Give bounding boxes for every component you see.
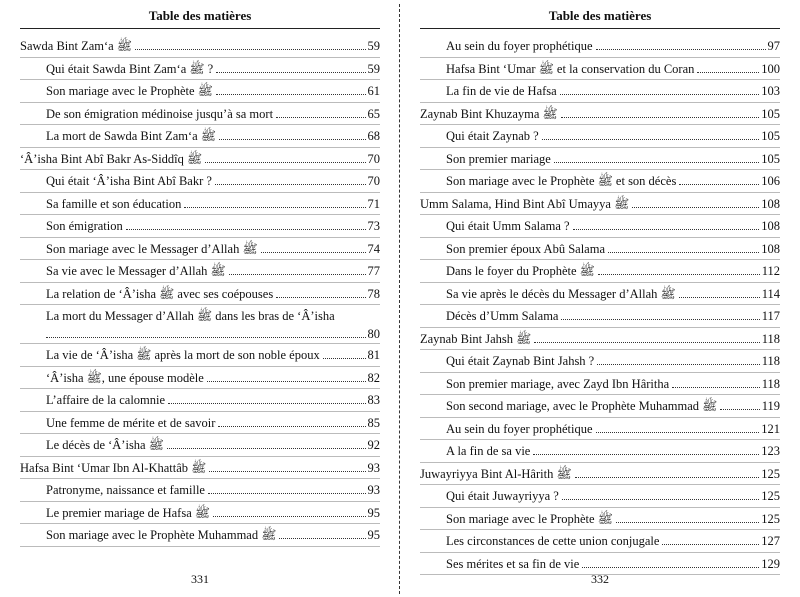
dot-leader <box>135 49 366 50</box>
entry-page-number: 112 <box>761 264 780 278</box>
entry-title: Zaynab Bint Jahsh ﷺ <box>420 331 532 346</box>
entry-title: Décès d’Umm Salama <box>446 309 559 323</box>
entry-title: Une femme de mérite et de savoir <box>46 415 216 430</box>
toc-subsection-entry[interactable] <box>20 344 380 367</box>
toc-section-entry[interactable] <box>420 103 780 126</box>
toc-subsection-entry[interactable] <box>420 148 780 171</box>
entry-page-number: 97 <box>767 39 780 53</box>
toc-subsection-entry[interactable] <box>20 524 380 547</box>
entry-title: Son mariage avec le Prophète ﷺ <box>446 511 613 526</box>
toc-section-entry[interactable] <box>20 457 380 480</box>
toc-subsection-entry[interactable] <box>20 412 380 435</box>
toc-subsection-entry[interactable] <box>420 170 780 193</box>
toc-subsection-entry[interactable] <box>420 238 780 261</box>
entry-title: Son premier époux Abû Salama <box>446 241 605 256</box>
toc-section-entry[interactable] <box>420 328 780 351</box>
dot-leader <box>207 381 366 382</box>
entry-page-number: 127 <box>761 534 780 548</box>
toc-list <box>420 35 780 575</box>
entry-title: Qui était Umm Salama ? <box>446 219 570 233</box>
toc-list <box>20 35 380 547</box>
entry-title: A la fin de sa vie <box>446 444 531 458</box>
toc-subsection-entry[interactable] <box>20 283 380 306</box>
dot-leader <box>582 567 759 568</box>
dot-leader <box>279 538 365 539</box>
entry-page-number: 123 <box>761 444 780 458</box>
entry-page-number: 100 <box>761 61 780 76</box>
dot-leader <box>168 403 365 404</box>
entry-title: Son mariage avec le Prophète ﷺ <box>46 84 213 98</box>
entry-page-number: 125 <box>761 511 780 526</box>
entry-title: Hafsa Bint ‘Umar Ibn Al-Khattâb ﷺ <box>20 460 207 475</box>
entry-page-number: 108 <box>761 196 780 211</box>
entry-page-number: 125 <box>761 466 780 481</box>
entry-page-number: 80 <box>367 327 380 341</box>
toc-subsection-entry[interactable] <box>20 58 380 81</box>
entry-page-number: 108 <box>761 241 780 256</box>
dot-leader <box>218 426 365 427</box>
entry-title: Umm Salama, Hind Bint Abî Umayya ﷺ <box>420 196 630 211</box>
entry-title: Le premier mariage de Hafsa ﷺ <box>46 505 210 520</box>
entry-page-number: 68 <box>367 129 380 143</box>
dot-leader <box>534 342 759 343</box>
entry-page-number: 106 <box>761 174 780 188</box>
toc-subsection-entry[interactable] <box>20 193 380 216</box>
entry-title: Son mariage avec le Messager d’Allah ﷺ <box>46 241 258 256</box>
toc-subsection-entry[interactable] <box>20 103 380 126</box>
toc-subsection-entry[interactable] <box>20 170 380 193</box>
entry-title: Les circonstances de cette union conjugale <box>446 534 660 548</box>
entry-page-number: 70 <box>367 151 380 166</box>
entry-title: Patronyme, naissance et famille <box>46 483 205 497</box>
dot-leader <box>596 432 760 433</box>
entry-page-number: 105 <box>761 151 780 166</box>
entry-title: Au sein du foyer prophétique <box>446 39 593 53</box>
toc-section-entry[interactable] <box>420 193 780 216</box>
toc-subsection-entry[interactable] <box>20 479 380 502</box>
toc-subsection-entry[interactable] <box>420 485 780 508</box>
toc-subsection-entry[interactable] <box>420 508 780 531</box>
entry-title: Dans le foyer du Prophète ﷺ <box>446 264 595 278</box>
toc-subsection-entry[interactable] <box>20 502 380 525</box>
toc-section-entry[interactable] <box>20 148 380 171</box>
entry-page-number: 74 <box>367 241 380 256</box>
gutter-divider <box>399 4 400 594</box>
entry-page-number: 81 <box>367 348 380 362</box>
entry-title: La vie de ‘Â’isha ﷺ après la mort de son noble époux <box>46 348 320 362</box>
toc-subsection-entry[interactable] <box>20 434 380 457</box>
entry-page-number: 129 <box>761 556 780 571</box>
dot-leader <box>561 319 759 320</box>
entry-title: Son émigration <box>46 219 123 233</box>
entry-title: Son premier mariage <box>446 151 551 166</box>
toc-subsection-entry[interactable] <box>420 260 780 283</box>
dot-leader <box>608 252 759 253</box>
entry-page-number: 71 <box>367 196 380 211</box>
toc-subsection-entry[interactable] <box>420 283 780 306</box>
entry-title: Sa vie après le décès du Messager d’Allah ﷺ <box>446 286 676 301</box>
entry-page-number: 118 <box>761 354 780 368</box>
dot-leader <box>276 297 365 298</box>
entry-title: La relation de ‘Â’isha ﷺ avec ses coépouses <box>46 286 274 301</box>
entry-title: Son second mariage, avec le Prophète Muhammad ﷺ <box>446 399 718 413</box>
entry-page-number: 117 <box>761 309 780 323</box>
dot-leader <box>562 499 759 500</box>
dot-leader <box>720 409 759 410</box>
dot-leader <box>561 117 760 118</box>
entry-title: Le décès de ‘Â’isha ﷺ <box>46 438 164 452</box>
page-number: 332 <box>591 572 609 586</box>
dot-leader <box>560 94 760 95</box>
dot-leader <box>554 162 759 163</box>
toc-section-entry[interactable] <box>20 35 380 58</box>
toc-section-entry[interactable] <box>420 463 780 486</box>
title-rule <box>20 28 380 29</box>
toc-subsection-entry[interactable] <box>20 80 380 103</box>
entry-page-number: 95 <box>367 505 380 520</box>
entry-title: Sawda Bint Zam‘a ﷺ <box>20 39 132 53</box>
toc-subsection-entry[interactable] <box>420 215 780 238</box>
dot-leader <box>672 387 760 388</box>
dot-leader <box>596 49 766 50</box>
toc-subsection-entry[interactable] <box>20 367 380 390</box>
entry-page-number: 103 <box>761 84 780 98</box>
dot-leader <box>533 454 759 455</box>
entry-page-number: 78 <box>367 286 380 301</box>
entry-title: Zaynab Bint Khuzayma ﷺ <box>420 106 558 121</box>
dot-leader <box>598 274 760 275</box>
toc-subsection-entry[interactable] <box>420 125 780 148</box>
dot-leader <box>216 94 366 95</box>
entry-title: La fin de vie de Hafsa <box>446 84 557 98</box>
entry-title: Son mariage avec le Prophète ﷺ et son décès <box>446 174 677 188</box>
dot-leader <box>126 229 366 230</box>
entry-title: Qui était Zaynab ? <box>446 129 539 143</box>
entry-title: Son premier mariage, avec Zayd Ibn Hâritha <box>446 376 670 391</box>
entry-title: De son émigration médinoise jusqu’à sa mort <box>46 106 274 121</box>
entry-page-number: 77 <box>367 264 380 278</box>
entry-page-number: 93 <box>367 483 380 497</box>
toc-subsection-entry[interactable] <box>20 260 380 283</box>
dot-leader <box>216 72 365 73</box>
dot-leader <box>575 477 760 478</box>
toc-subsection-entry[interactable] <box>420 58 780 81</box>
toc-subsection-entry[interactable] <box>420 80 780 103</box>
toc-subsection-entry[interactable] <box>20 238 380 261</box>
entry-page-number: 119 <box>761 399 780 413</box>
toc-subsection-entry[interactable] <box>420 305 780 328</box>
dot-leader <box>662 544 759 545</box>
title-rule <box>420 28 780 29</box>
entry-page-number: 118 <box>761 376 780 391</box>
entry-page-number: 114 <box>761 286 780 301</box>
entry-page-number: 121 <box>761 421 780 436</box>
entry-page-number: 82 <box>367 370 380 385</box>
dot-leader <box>184 207 365 208</box>
toc-subsection-entry[interactable] <box>420 350 780 373</box>
toc-subsection-entry[interactable] <box>420 530 780 553</box>
entry-title: L’affaire de la calomnie <box>46 393 166 407</box>
dot-leader <box>219 139 366 140</box>
dot-leader <box>215 184 366 185</box>
dot-leader <box>209 471 365 472</box>
dot-leader <box>679 184 759 185</box>
toc-subsection-entry[interactable] <box>420 418 780 441</box>
entry-page-number: 92 <box>367 438 380 452</box>
right-page <box>420 0 780 597</box>
dot-leader <box>616 522 759 523</box>
entry-title: Qui était Juwayriyya ? <box>446 489 559 503</box>
toc-subsection-entry[interactable] <box>20 215 380 238</box>
dot-leader <box>697 72 759 73</box>
entry-title: ‘Â’isha ﷺ, une épouse modèle <box>46 370 204 385</box>
dot-leader <box>205 162 365 163</box>
entry-page-number: 73 <box>367 219 380 233</box>
entry-title: Qui était Sawda Bint Zam‘a ﷺ ? <box>46 61 214 76</box>
toc-subsection-entry[interactable] <box>20 125 380 148</box>
dot-leader <box>261 252 366 253</box>
toc-subsection-entry[interactable] <box>420 440 780 463</box>
entry-page-number: 118 <box>761 331 780 346</box>
entry-title: Son mariage avec le Prophète Muhammad ﷺ <box>46 528 277 542</box>
page-number: 331 <box>191 572 209 586</box>
entry-title: La mort du Messager d’Allah ﷺ dans les bras de ‘Â’isha <box>46 309 335 323</box>
entry-page-number: 59 <box>367 61 380 76</box>
entry-page-number: 125 <box>761 489 780 503</box>
dot-leader <box>46 337 366 338</box>
toc-subsection-entry[interactable] <box>420 35 780 58</box>
entry-page-number: 70 <box>367 174 380 188</box>
page-title: Table des matières <box>148 8 252 23</box>
dot-leader <box>597 364 759 365</box>
page-title: Table des matières <box>548 8 652 23</box>
entry-title: La mort de Sawda Bint Zam‘a ﷺ <box>46 129 216 143</box>
entry-title: Qui était Zaynab Bint Jahsh ? <box>446 354 595 368</box>
dot-leader <box>573 229 760 230</box>
entry-page-number: 59 <box>367 39 380 53</box>
entry-title: Qui était ‘Â’isha Bint Abî Bakr ? <box>46 174 212 188</box>
dot-leader <box>229 274 366 275</box>
dot-leader <box>323 358 366 359</box>
toc-subsection-entry[interactable] <box>20 305 380 344</box>
entry-page-number: 105 <box>761 129 780 143</box>
entry-page-number: 108 <box>761 219 780 233</box>
dot-leader <box>276 117 365 118</box>
entry-page-number: 83 <box>367 393 380 407</box>
left-page <box>20 0 380 597</box>
dot-leader <box>679 297 760 298</box>
toc-subsection-entry[interactable] <box>420 395 780 418</box>
entry-title: Sa famille et son éducation <box>46 196 182 211</box>
entry-title: Juwayriyya Bint Al-Hârith ﷺ <box>420 466 572 481</box>
entry-page-number: 85 <box>367 415 380 430</box>
dot-leader <box>632 207 759 208</box>
dot-leader <box>213 516 366 517</box>
entry-title: Hafsa Bint ‘Umar ﷺ et la conservation du Coran <box>446 61 695 76</box>
entry-page-number: 95 <box>367 528 380 542</box>
entry-page-number: 65 <box>367 106 380 121</box>
entry-title: Au sein du foyer prophétique <box>446 421 593 436</box>
entry-page-number: 105 <box>761 106 780 121</box>
entry-separator <box>20 546 380 547</box>
entry-title: Ses mérites et sa fin de vie <box>446 556 580 571</box>
dot-leader <box>208 493 366 494</box>
dot-leader <box>167 448 366 449</box>
entry-title: Sa vie avec le Messager d’Allah ﷺ <box>46 264 226 278</box>
dot-leader <box>542 139 760 140</box>
entry-page-number: 93 <box>367 460 380 475</box>
entry-page-number: 61 <box>367 84 380 98</box>
entry-title: ‘Â’isha Bint Abî Bakr As-Siddîq ﷺ <box>20 151 203 166</box>
toc-subsection-entry[interactable] <box>20 389 380 412</box>
toc-subsection-entry[interactable] <box>420 373 780 396</box>
